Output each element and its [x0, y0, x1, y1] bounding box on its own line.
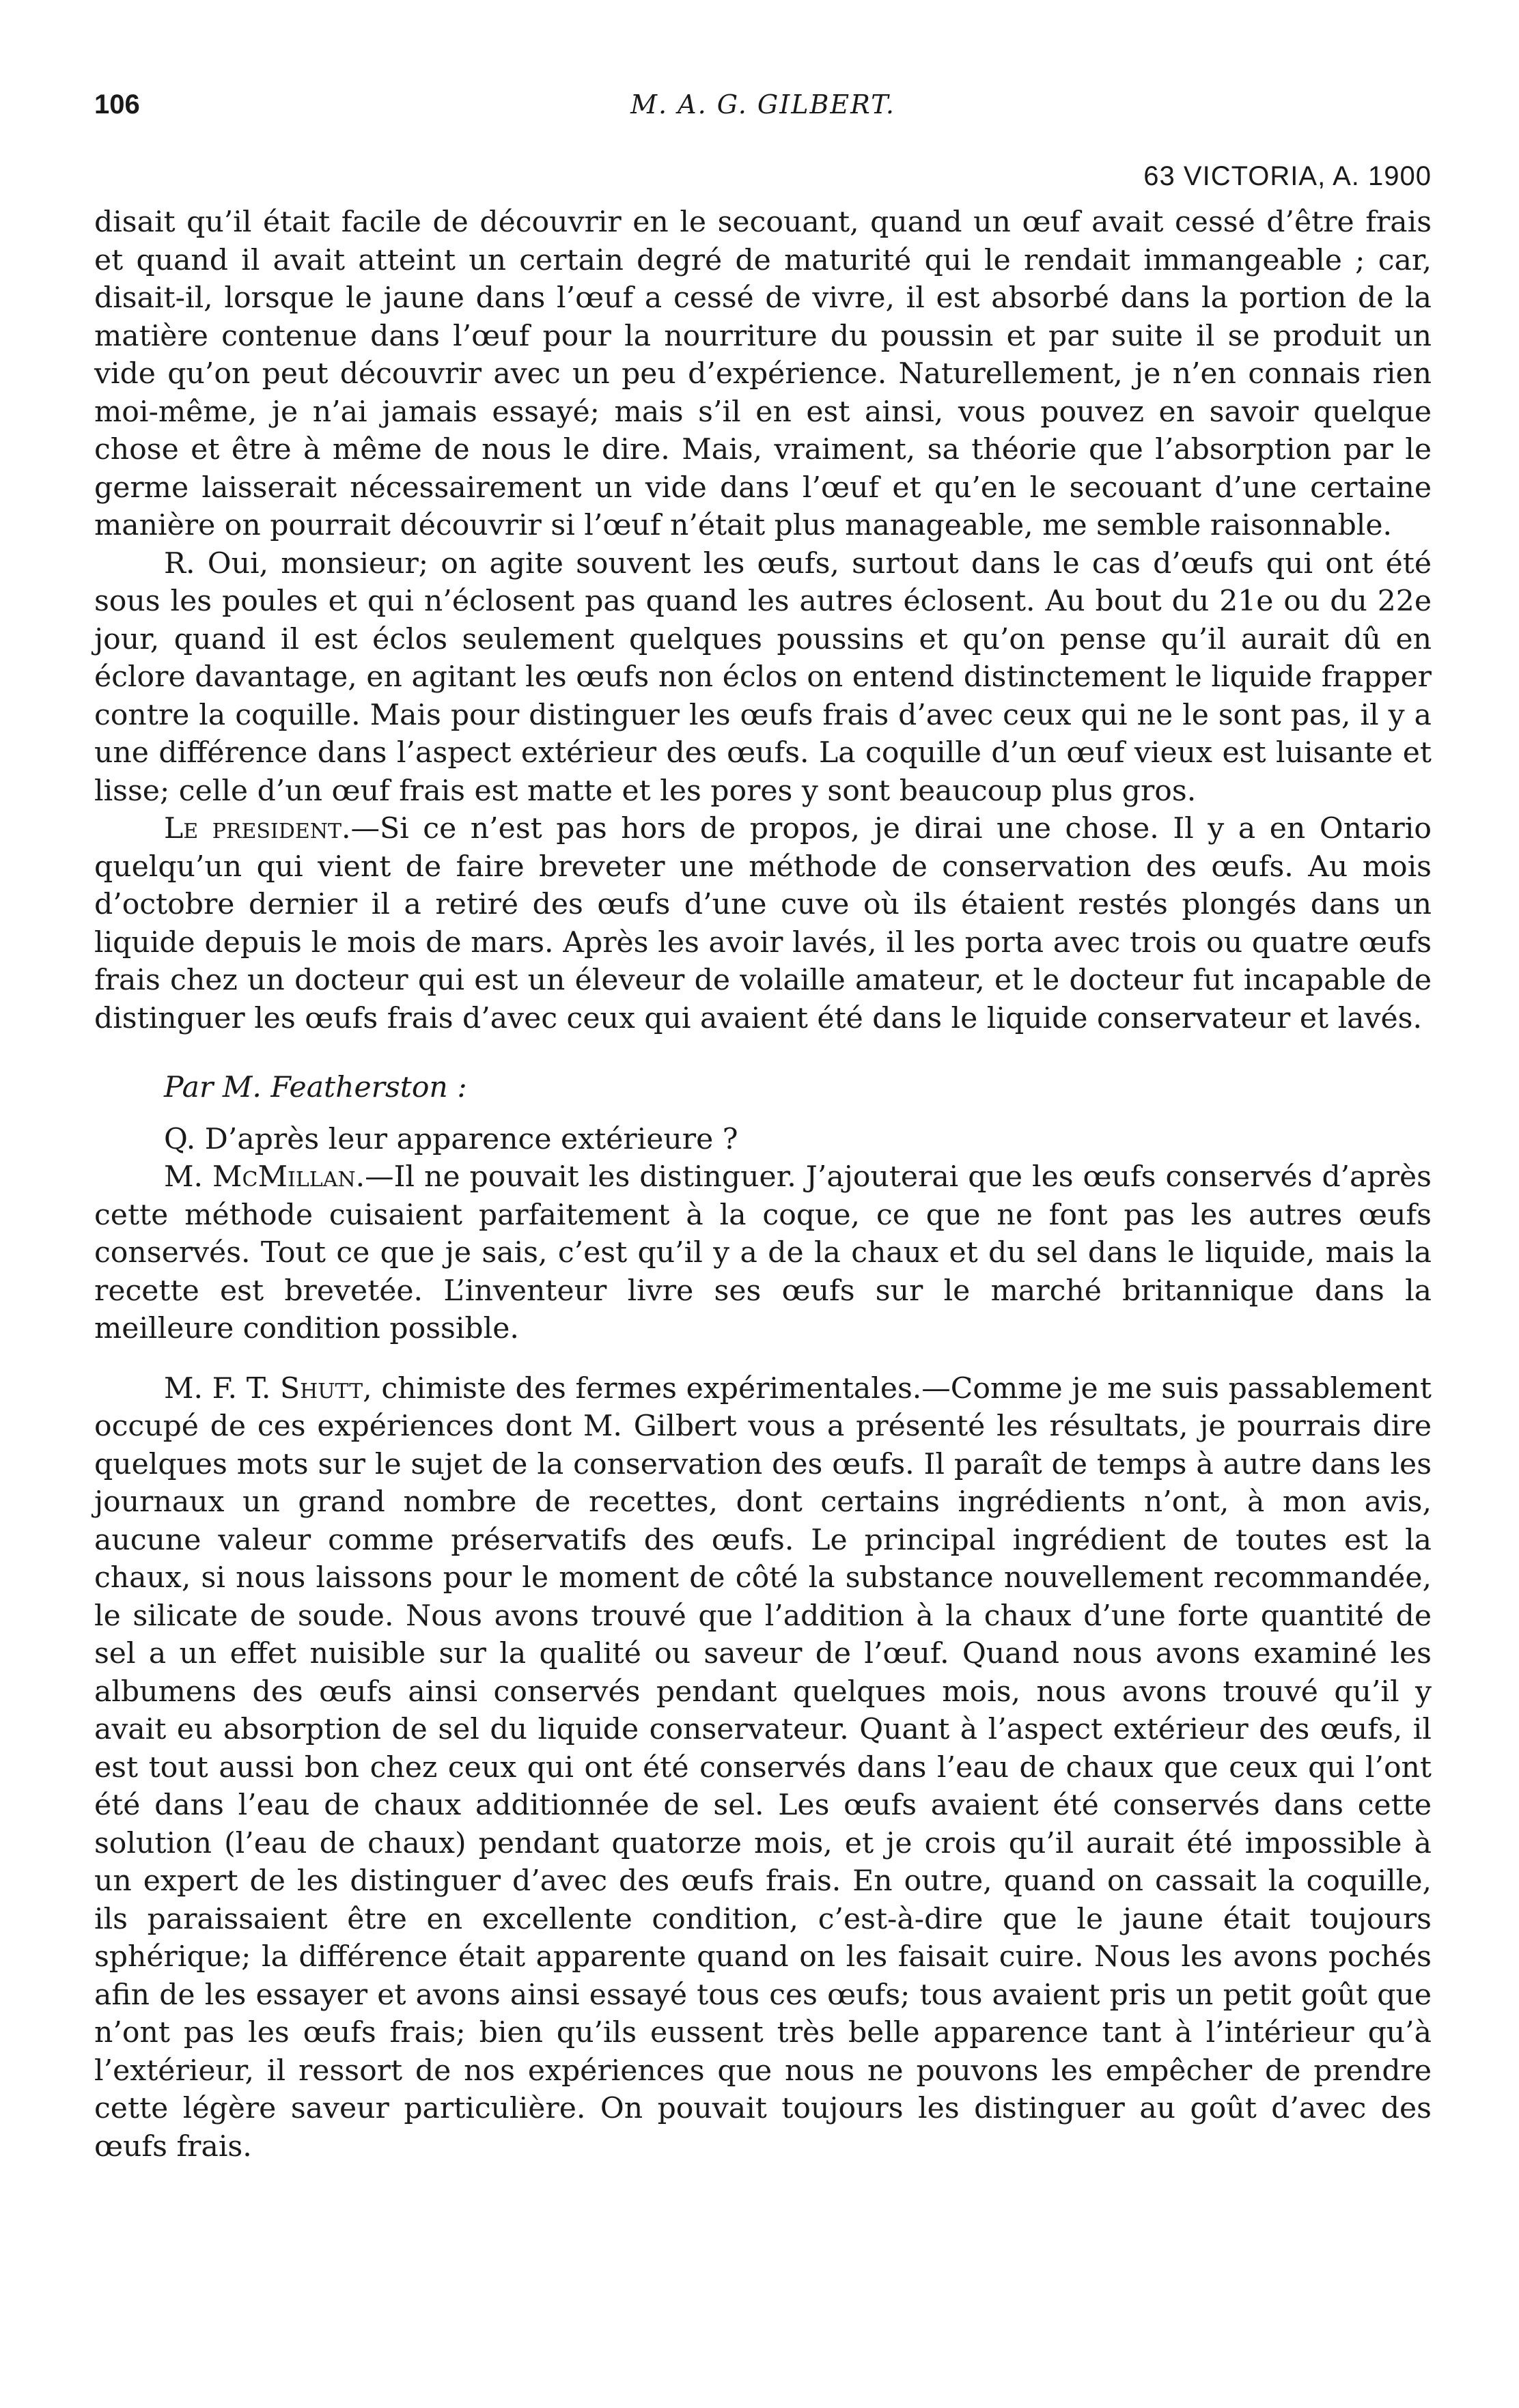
speaker-name: McMillan.: [212, 1160, 365, 1194]
speaker-prefix: M. F. T.: [164, 1371, 280, 1405]
speaker-prefix: M.: [164, 1160, 213, 1194]
running-title: M. A. G. GILBERT.: [630, 89, 895, 120]
paragraph-answer: R. Oui, monsieur; on agite souvent les œufs, surtout dans le cas d’œufs qui ont été sous les poules et qui n’éclosent pas quand les autres éclosent. Au bout du 21e ou du 22e jour, quand il est éclos seulement quelques poussins et qu’on pense qu’il aurait dû en éclore davantage, en agitant les œufs non éclos on entend distinctement le liquide frapper contre la coquille. Mais pour distinguer les œufs frais d’avec ceux qui ne le sont pas, il y a une différence dans l’aspect extérieur des œufs. La coquille d’un œuf vieux est luisante et lisse; celle d’un œuf frais est matte et les pores y sont beaucoup plus gros.: [94, 546, 1432, 808]
paragraph-mcmillan: [94, 1158, 1432, 1348]
paragraph-text: chimiste des fermes expérimentales.—Comme je me suis passablement occupé de ces expériences dont M. Gilbert vous a présenté les résultats, je pourrais dire quelques mots sur le sujet de la conservation des œufs. Il paraît de temps à autre dans les journaux un grand nombre de recettes, dont certains ingrédients n’ont, à mon avis, aucune valeur comme préservatifs des œufs. Le principal ingrédient de toutes est la chaux, si nous laissons pour le moment de côté la substance nouvellement recommandée, le silicate de soude. Nous avons trouvé que l’addition à la chaux d’une forte quantité de sel a un effet nuisible sur la qualité ou saveur de l’œuf. Quand nous avons examiné les albumens des œufs ainsi conservés pendant quelques mois, nous avons trouvé qu’il y avait eu absorption de sel du liquide conservateur. Quant à l’aspect extérieur des œufs, il est tout aussi bon chez ceux qui ont été conservés dans l’eau de chaux que ceux qui l’ont été dans l’eau de chaux additionnée de sel. Les œufs avaient été conservés dans cette solution (l’eau de chaux) pendant quatorze mois, et je crois qu’il aurait été impossible à un expert de les distinguer d’avec des œufs frais. En outre, quand on cassait la coquille, ils paraissaient être en excellente condition, c’est-à-dire que le jaune était toujours sphérique; la différence était apparente quand on les faisait cuire. Nous les avons pochés afin de les essayer et avons ainsi essayé tous ces œufs; tous avaient pris un petit goût que n’ont pas les œufs frais; bien qu’ils eussent très belle apparence tant à l’intérieur qu’à l’extérieur, il ressort de nos expériences que nous ne pouvons les empêcher de prendre cette légère saveur particulière. On pouvait toujours les distinguer au goût d’avec des œufs frais.: [94, 1371, 1432, 2164]
speaker-name: Le president.: [164, 812, 351, 845]
paragraph-text: —Si ce n’est pas hors de propos, je dirai une chose. Il y a en Ontario quelqu’un qui vient de faire breveter une méthode de conservation des œufs. Au mois d’octobre dernier il a retiré des œufs d’une cuve où ils étaient restés plongés dans un liquide depuis le mois de mars. Après les avoir lavés, il les porta avec trois ou quatre œufs frais chez un docteur qui est un éleveur de volaille amateur, et le docteur fut incapable de distinguer les œufs frais d’avec ceux qui avaient été dans le liquide conservateur et lavés.: [94, 812, 1432, 1035]
paragraph-continuation: disait qu’il était facile de découvrir en le secouant, quand un œuf avait cessé d’être frais et quand il avait atteint un certain degré de maturité qui le rendait immangeable ; car, disait-il, lorsque le jaune dans l’œuf a cessé de vivre, il est absorbé dans la portion de la matière contenue dans l’œuf pour la nourriture du poussin et par suite il se produit un vide qu’on peut découvrir avec un peu d’expérience. Naturellement, je n’en connais rien moi-même, je n’ai jamais essayé; mais s’il en est ainsi, vous pouvez en savoir quelque chose et être à même de nous le dire. Mais, vraiment, sa théorie que l’absorption par le germe laisserait nécessairement un vide dans l’œuf et qu’en le secouant d’une certaine manière on pourrait découvrir si l’œuf n’était plus manageable, me semble raisonnable.: [94, 206, 1432, 542]
paragraph-president: [94, 810, 1432, 1037]
speaker-name: Shutt,: [280, 1371, 372, 1405]
paragraph-shutt: [94, 1370, 1432, 2166]
page-header: [94, 81, 1432, 128]
page-number: 106: [94, 89, 140, 120]
session-reference: 63 VICTORIA, A. 1900: [1143, 161, 1432, 191]
section-heading: Par M. Featherston :: [164, 1071, 467, 1104]
body-text: [94, 204, 1432, 2166]
paragraph-question: Q. D’après leur apparence extérieure ?: [164, 1122, 738, 1156]
paragraph-text: —Il ne pouvait les distinguer. J’ajouterai que les œufs conservés d’après cette méthode cuisaient parfaitement à la coque, ce que ne font pas les autres œufs conservés. Tout ce que je sais, c’est qu’il y a de la chaux et du sel dans le liquide, mais la recette est brevetée. L’inventeur livre ses œufs sur le marché britannique dans la meilleure condition possible.: [94, 1160, 1432, 1345]
document-page: [94, 81, 1432, 2166]
